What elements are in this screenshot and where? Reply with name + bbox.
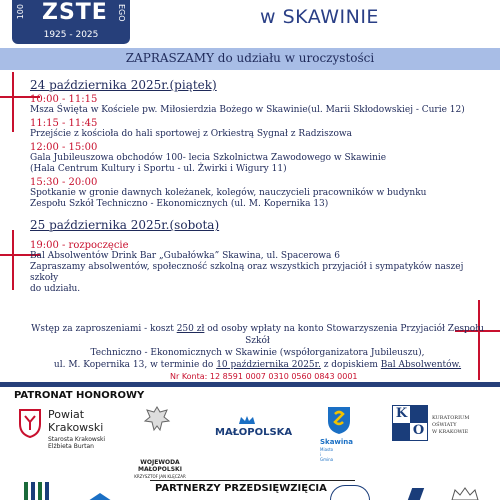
coat-of-arms-icon (18, 408, 42, 438)
entry-notice (30, 323, 485, 371)
patronat-title: PATRONAT HONOROWY (14, 390, 145, 401)
partner-logo-arrow-icon (85, 488, 115, 500)
sponsor-name: OŚWIATY (432, 422, 457, 428)
kuratorium-ko-logo: K O (392, 405, 428, 441)
notice-deadline: 10 października 2025r. (216, 360, 321, 370)
event-desc: Gala Jubileuszowa obchodów 100- lecia Szkolnictwa Zawodowego w Skawinie (30, 153, 387, 163)
sponsor-sub: Miasto i Gmina (320, 447, 334, 462)
event-desc: Zapraszamy absolwentów, społeczność szkolną oraz wszystkich przyjaciół i sympatyków naszej szkoły (30, 262, 464, 283)
sponsor-name: MAŁOPOLSKA (215, 427, 293, 438)
notice-text: od osoby wpłaty na konto Stowarzyszenia Przyjaciół Zespołu Szkół (204, 324, 484, 346)
notice-amount: 250 zł (176, 324, 205, 334)
notice-text: Wstęp za zaproszeniami - koszt (31, 324, 177, 334)
notice-ball: Bal Absolwentów. (380, 360, 462, 370)
notice-text: Techniczno - Ekonomicznych w Skawinie (współorganizatora Jubileuszu), (90, 348, 425, 358)
logo-years: 1925 - 2025 (43, 30, 99, 40)
partner-logo-stripes-icon (20, 478, 60, 500)
red-cross-vertical (12, 230, 14, 290)
logo-side-right: EGO (117, 4, 126, 22)
logo-mark: ZSTE (42, 0, 108, 25)
divider-bar (0, 382, 500, 387)
partner-logo-crown-icon (450, 486, 480, 500)
sponsor-name: W KRAKOWIE (432, 429, 469, 435)
event-desc: Zespołu Szkół Techniczno - Ekonomicznych (ul. M. Kopernika 13) (30, 199, 329, 209)
partner-divider (150, 480, 355, 481)
event-time: 12:00 - 15:00 (30, 142, 98, 153)
event-desc: Przejście z kościoła do hali sportowej z Orkiestrą Sygnał z Radziszowa (30, 129, 352, 139)
event-time: 11:15 - 11:45 (30, 118, 98, 129)
sponsor-name: KURATORIUM (432, 415, 470, 421)
event-desc: Msza Święta w Kościele pw. Miłosierdzia Bożego w Skawinie(ul. Marii Skłodowskiej - Curie 12) (30, 105, 465, 115)
logo-side-left: 100 (16, 4, 25, 20)
header-title: w SKAWINIE (260, 6, 379, 28)
program (30, 74, 490, 295)
event-desc: (Hala Centrum Kultury i Sportu - ul. Żwirki i Wigury 11) (30, 164, 287, 174)
sponsor-name: Powiat (48, 408, 85, 421)
event-time: 15:30 - 20:00 (30, 177, 98, 188)
day-1 (30, 78, 490, 210)
red-cross-vertical (12, 72, 14, 132)
partner-logo-circle-icon (330, 485, 370, 500)
invite-bar (0, 48, 500, 70)
sponsor-name: WOJEWODA (140, 459, 180, 466)
sponsor-sub: Elżbieta Burtan (48, 443, 94, 450)
sponsor-name: Skawina (320, 438, 353, 446)
sponsor-name: MAŁOPOLSKI (138, 466, 182, 473)
event-desc: Spotkanie w gronie dawnych koleżanek, kolegów, nauczycieli pracowników w budynku (30, 188, 427, 198)
notice-text: ul. M. Kopernika 13, w terminie do (53, 360, 217, 370)
invite-text: ZAPRASZAMY do udziału w uroczystości (125, 51, 375, 65)
day-date: 25 października 2025r.(sobota) (30, 218, 220, 232)
top-banner (0, 0, 500, 44)
sponsor-sub: Starosta Krakowski (48, 436, 106, 443)
event-time: 10:00 - 11:15 (30, 94, 98, 105)
sponsor-sub: KRZYSZTOF JAN KLĘCZAR (134, 474, 186, 479)
notice-text: z dopiskiem (320, 360, 381, 370)
sponsor-name: Krakowski (48, 421, 104, 434)
partnerzy-title: PARTNERZY PRZEDSIĘWZIĘCIA (155, 483, 327, 494)
event-desc: do udziału. (30, 284, 81, 294)
day-2 (30, 218, 490, 295)
event-desc: Bal Absolwentów Drink Bar „Gubałówka” Skawina, ul. Spacerowa 6 (30, 251, 340, 261)
eagle-icon (142, 404, 172, 434)
day-date: 24 października 2025r.(piątek) (30, 78, 217, 92)
malopolska-crown-icon (237, 415, 257, 425)
partner-logo-block-icon (408, 488, 424, 500)
school-logo (12, 0, 130, 44)
account-number: Nr Konta: 12 8591 0007 0310 0560 0843 0001 (170, 372, 358, 381)
event-time: 19:00 - rozpoczęcie (30, 240, 129, 251)
skawina-crest-icon (326, 405, 352, 435)
